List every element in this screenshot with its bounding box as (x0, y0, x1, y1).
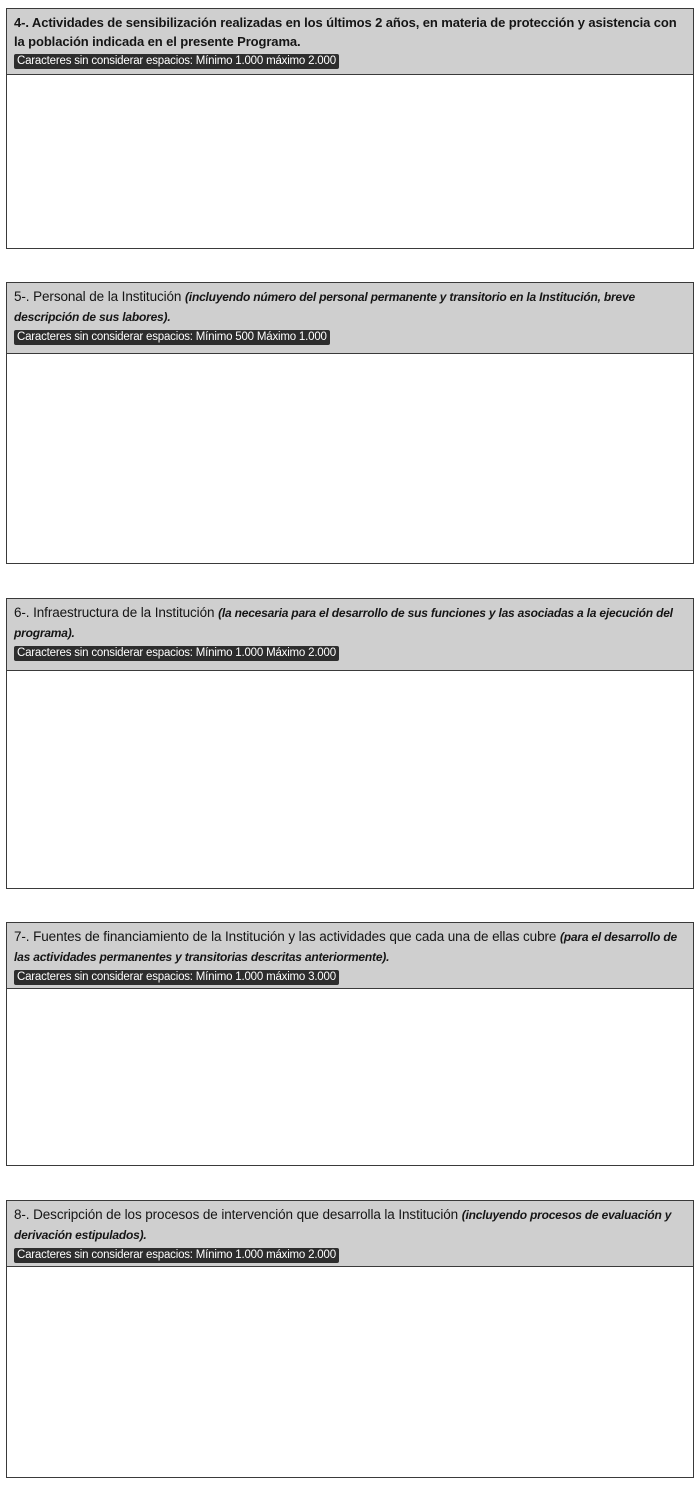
answer-field[interactable] (7, 354, 693, 562)
character-limit-label: Caracteres sin considerar espacios: Mínimo 1.000 máximo 2.000 (14, 1248, 339, 1263)
section-title-text: 5-. Personal de la Institución (14, 289, 182, 304)
section-title-text: 8-. Descripción de los procesos de intervención que desarrolla la Institución (14, 1207, 459, 1222)
form-section-4 (6, 8, 694, 249)
section-title (14, 287, 687, 327)
character-limit-label: Caracteres sin considerar espacios: Mínimo 1.000 máximo 3.000 (14, 970, 339, 985)
answer-field[interactable] (7, 1267, 693, 1476)
answer-field[interactable] (7, 989, 693, 1164)
section-header (7, 1201, 693, 1267)
section-header (7, 599, 693, 671)
form-section-7 (6, 922, 694, 1166)
section-title-note: (incluyendo procesos de evaluación y derivación estipulados). (14, 1208, 672, 1242)
form-section-6 (6, 598, 694, 889)
section-title (14, 13, 687, 51)
character-limit-label: Caracteres sin considerar espacios: Mínimo 1.000 máximo 2.000 (14, 54, 339, 69)
answer-field[interactable] (7, 75, 693, 247)
section-title-note: (para el desarrollo de las actividades permanentes y transitorias descritas anteriormente). (14, 930, 677, 964)
character-limit-label: Caracteres sin considerar espacios: Mínimo 1.000 Máximo 2.000 (14, 646, 339, 661)
form-section-8 (6, 1200, 694, 1478)
section-title-text: 7-. Fuentes de financiamiento de la Institución y las actividades que cada una de ellas cubre (14, 929, 557, 944)
section-title (14, 1205, 687, 1245)
character-limit-label: Caracteres sin considerar espacios: Mínimo 500 Máximo 1.000 (14, 330, 330, 345)
answer-field[interactable] (7, 671, 693, 887)
section-header (7, 923, 693, 989)
section-header (7, 9, 693, 75)
section-title-note: (incluyendo número del personal permanente y transitorio en la Institución, breve descripción de sus labores). (14, 290, 635, 324)
section-title (14, 927, 687, 967)
section-title-text: 4-. Actividades de sensibilización realizadas en los últimos 2 años, en materia de protección y asistencia con la población indicada en el presente Programa. (14, 15, 677, 49)
form-section-5 (6, 282, 694, 564)
section-title-note: (la necesaria para el desarrollo de sus funciones y las asociadas a la ejecución del programa). (14, 606, 673, 640)
section-title (14, 603, 687, 643)
section-title-text: 6-. Infraestructura de la Institución (14, 605, 215, 620)
section-header (7, 283, 693, 354)
